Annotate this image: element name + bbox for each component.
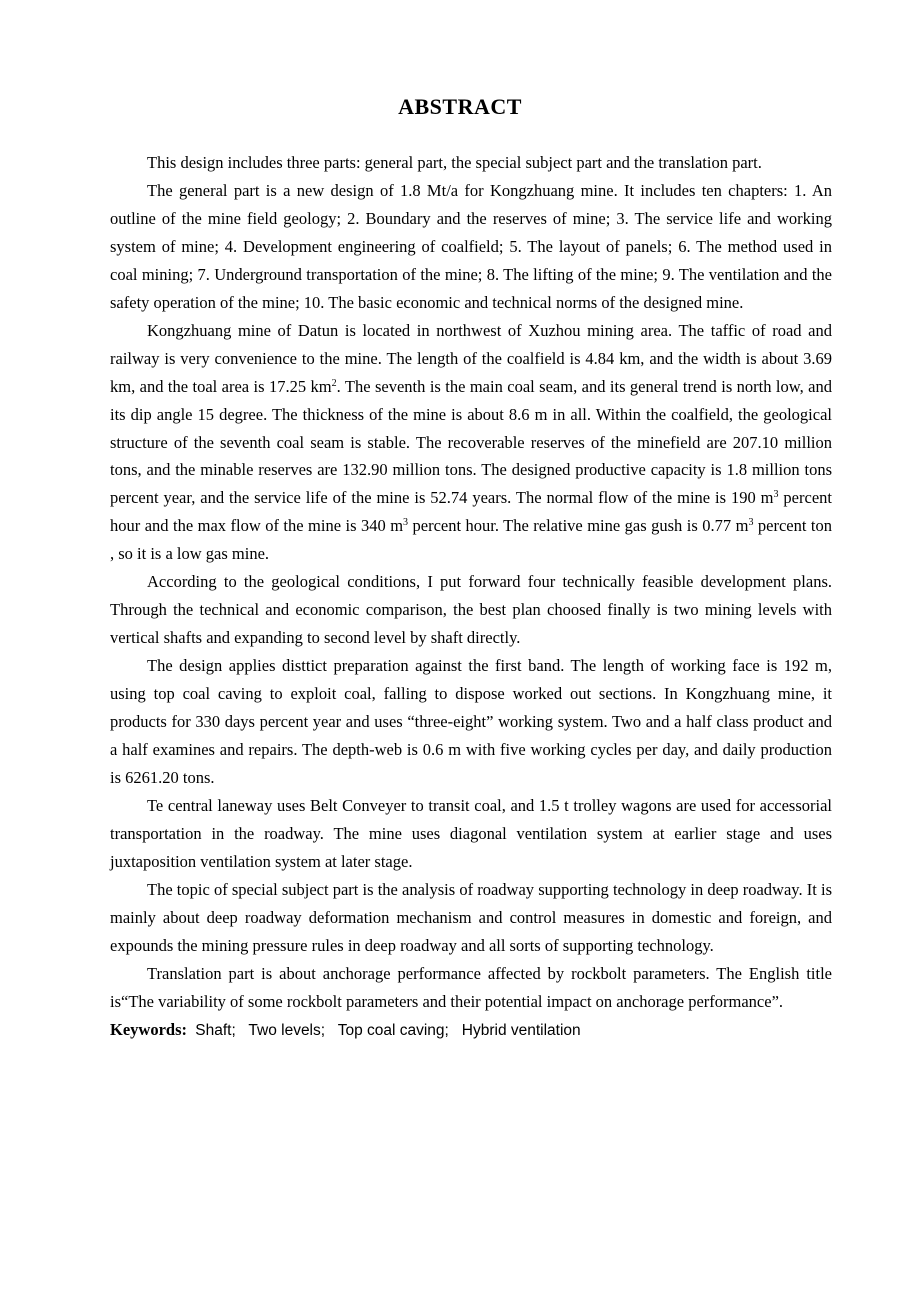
paragraph-working-face: The design applies disttict preparation against the first band. The length of working face is 192 m, using top coal caving to exploit coal, falling to dispose worked out sections. In Kongzhuang mine, it products for 330 days percent year and uses “three-eight” working system. Two and a half class product and a half examines and repairs. The depth-web is 0.6 m with five working cycles per day, and daily production is 6261.20 tons.: [110, 656, 832, 787]
superscript-flow-unit: 3: [773, 489, 779, 501]
page-title: ABSTRACT: [398, 94, 522, 119]
mine-text-b: . The seventh is the main coal seam, and its general trend is north low, and its dip angle 15 degree. The thickness of the mine is about 8.6 m in all. Within the coalfield, the geological structure of the seventh coal seam is stable. The recoverable reserves of the minefield are 207.10 million tons, and the minable reserves are 132.90 million tons. The designed productive capacity is 1.8 million tons percent year, and the service life of the mine is 52.74 years. The normal flow of the mine is 190 m: [110, 376, 832, 508]
keyword-item: Hybrid ventilation: [461, 1021, 581, 1039]
keywords-line: [110, 1016, 832, 1045]
superscript-gas-unit: 3: [748, 517, 754, 529]
mine-text-a: Kongzhuang mine of Datun is located in northwest of Xuzhou mining area. The taffic of road and railway is very convenience to the mine. The length of the coalfield is 4.84 km, and the width is about 3.69 km, and the toal area is 17.25 km: [110, 320, 832, 396]
paragraph-translation: Translation part is about anchorage performance affected by rockbolt parameters. The English title is“The variability of some rockbolt parameters and their potential impact on anchorage performance”.: [110, 963, 832, 1011]
paragraph-development-plans: According to the geological conditions, I put forward four technically feasible development plans. Through the technical and economic comparison, the best plan choosed finally is two mining levels with vertical shafts and expanding to second level by shaft directly.: [110, 572, 832, 648]
keywords-label: Keywords:: [110, 1019, 187, 1039]
paragraph-special-subject: The topic of special subject part is the analysis of roadway supporting technology in deep roadway. It is mainly about deep roadway deformation mechanism and control measures in domestic and foreign, and expounds the mining pressure rules in deep roadway and all sorts of supporting technology.: [110, 879, 832, 955]
mine-text-c: percent hour and the max flow of the mine is 340 m: [110, 488, 832, 536]
mine-text-d: percent hour. The relative mine gas gush is 0.77 m: [408, 516, 749, 536]
superscript-area-unit: 2: [331, 377, 337, 389]
paragraph-mine-description: [110, 317, 832, 569]
superscript-maxflow-unit: 3: [403, 517, 409, 529]
keyword-item: Top coal caving;: [337, 1021, 449, 1039]
mine-text-e: percent ton , so it is a low gas mine.: [110, 516, 833, 564]
paragraph-general-part: The general part is a new design of 1.8 Mt/a for Kongzhuang mine. It includes ten chapters: 1. An outline of the mine field geology; 2. Boundary and the reserves of mine; 3. The service life and working system of mine; 4. Development engineering of coalfield; 5. The layout of panels; 6. The method used in coal mining; 7. Underground transportation of the mine; 8. The lifting of the mine; 9. The ventilation and the safety operation of the mine; 10. The basic economic and technical norms of the designed mine.: [110, 180, 832, 312]
paragraph-overview: This design includes three parts: general part, the special subject part and the translation part.: [147, 153, 762, 172]
keyword-item: Shaft;: [195, 1021, 236, 1039]
abstract-body: [110, 149, 832, 1045]
paragraph-transportation: Te central laneway uses Belt Conveyer to transit coal, and 1.5 t trolley wagons are used for accessorial transportation in the roadway. The mine uses diagonal ventilation system at earlier stage and uses juxtaposition ventilation system at later stage.: [110, 795, 832, 871]
keyword-item: Two levels;: [248, 1021, 326, 1039]
